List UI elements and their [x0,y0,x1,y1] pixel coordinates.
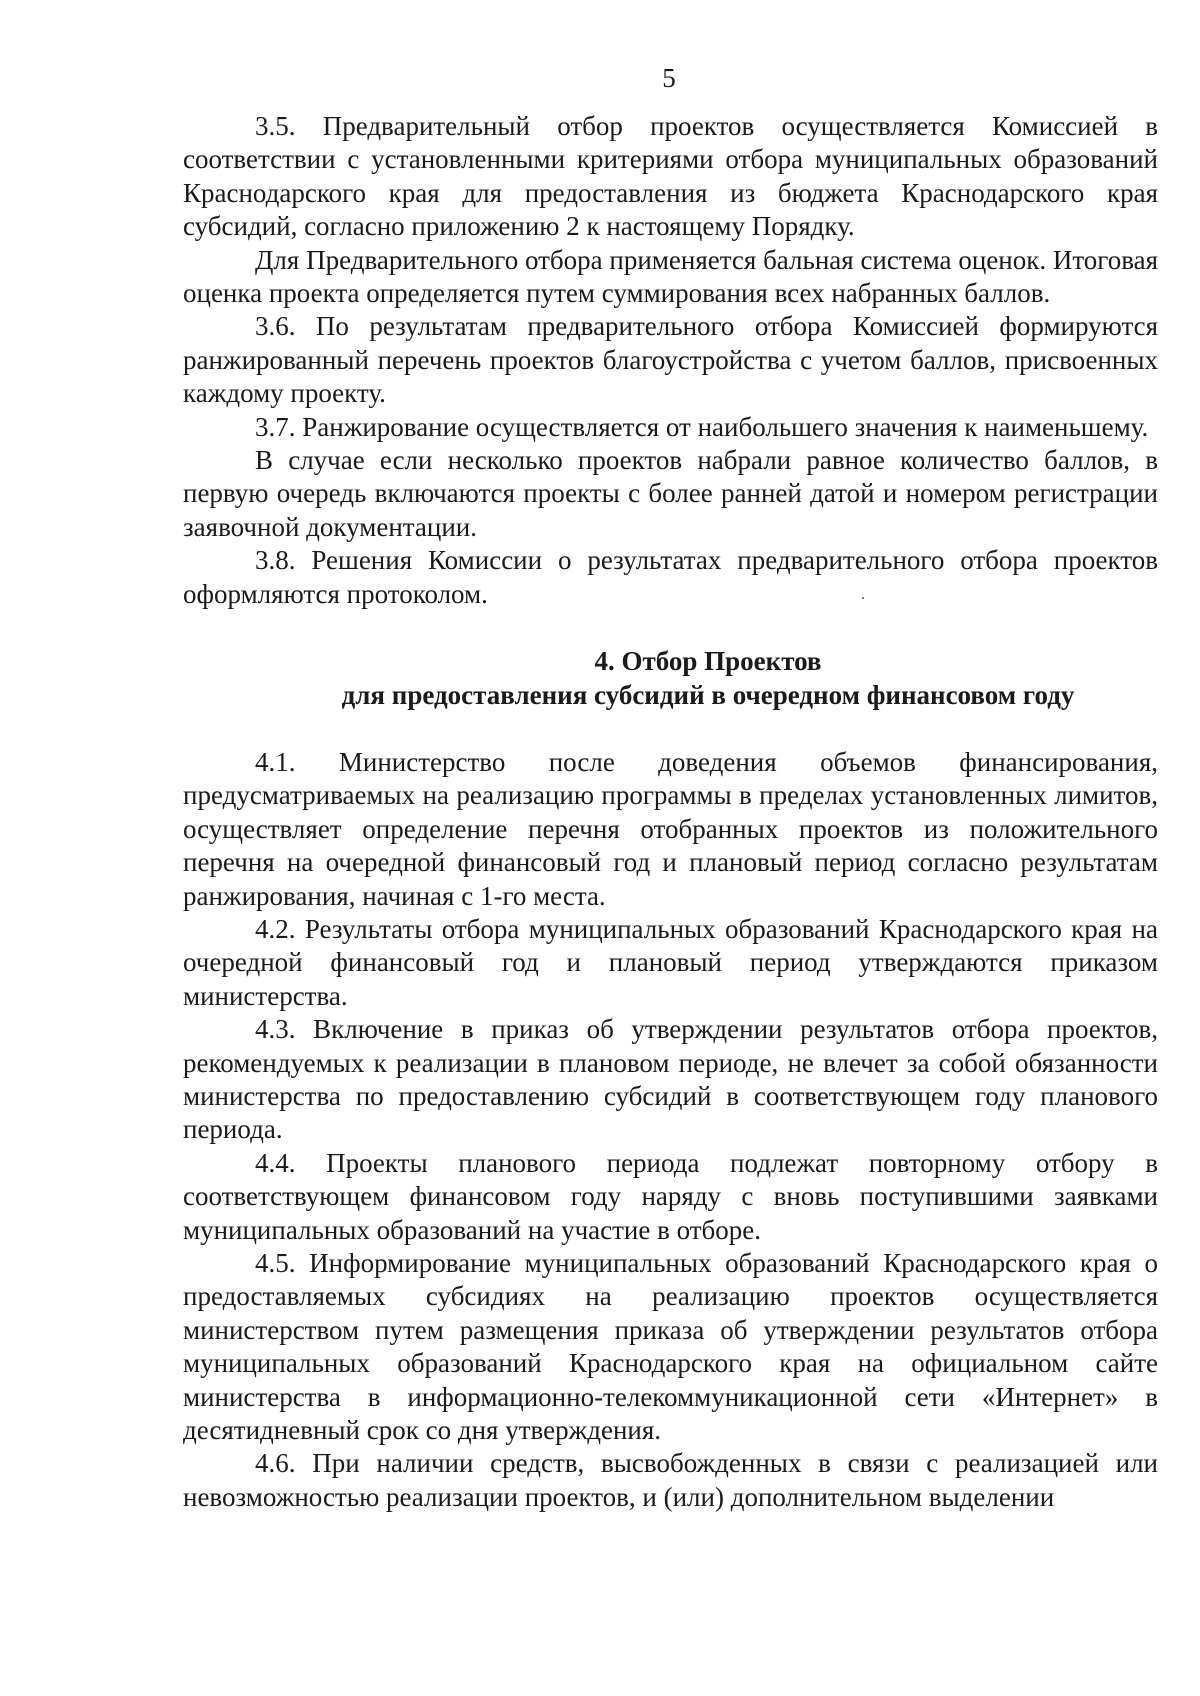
paragraph-4-1: 4.1. Министерство после доведения объемов финансирования, предусматриваемых на реализацию программы в пределах установленных лимитов, осуществляет определение перечня отобранных проектов из положительного перечня на очередной финансовый год и плановый период согласно результатам ранжирования, начиная с 1-го места. [183,746,1158,911]
paragraph-3-7: 3.7. Ранжирование осуществляется от наибольшего значения к наименьшему. [255,411,1149,442]
paragraph-3-6: 3.6. По результатам предварительного отбора Комиссией формируются ранжированный перечень проектов благоустройства с учетом баллов, присвоенных каждому проекту. [183,311,1158,409]
section-4-heading-subtitle: для предоставления субсидий в очередном финансовом году [341,679,1075,710]
paragraph-equal-scores: В случае если несколько проектов набрали равное количество баллов, в первую очередь включаются проекты с более ранней датой и номером регистрации заявочной документации. [183,445,1158,542]
page-number: 5 [662,63,676,93]
paragraph-3-8: 3.8. Решения Комиссии о результатах предварительного отбора проектов оформляются протоколом. [183,545,1158,609]
paragraph-3-5: 3.5. Предварительный отбор проектов осуществляется Комиссией в соответствии с установленными критериями отбора муниципальных образований Краснодарского края для предоставления из бюджета Краснодарского края субсидий, согласно приложению 2 к настоящему Порядку. [183,111,1158,242]
paragraph-4-6: 4.6. При наличии средств, высвобожденных в связи с реализацией или невозможностью реализации проектов, и (или) дополнительном выделении [183,1448,1158,1512]
paragraph-4-3: 4.3. Включение в приказ об утверждении результатов отбора проектов, рекомендуемых к реализации в плановом периоде, не влечет за собой обязанности министерства по предоставлению субсидий в соответствующем году планового периода. [183,1014,1158,1145]
paragraph-4-5: 4.5. Информирование муниципальных образований Краснодарского края о предоставляемых субсидиях на реализацию проектов осуществляется министерством путем размещения приказа об утверждении результатов отбора муниципальных образований Краснодарского края на официальном сайте министерства в информационно-телекоммуникационной сети «Интернет» в десятидневный срок со дня утверждения. [183,1248,1158,1446]
paragraph-4-2: 4.2. Результаты отбора муниципальных образований Краснодарского края на очередной финансовый год и плановый период утверждаются приказом министерства. [183,913,1158,1011]
document-body [183,110,1158,1514]
scan-speck [862,597,864,599]
paragraph-4-4: 4.4. Проекты планового периода подлежат повторному отбору в соответствующем финансовом году наряду с вновь поступившими заявками муниципальных образований на участие в отборе. [183,1147,1158,1245]
paragraph-scoring-system: Для Предварительного отбора применяется бальная система оценок. Итоговая оценка проекта определяется путем суммирования всех набранных баллов. [183,244,1158,309]
section-4-heading-title: 4. Отбор Проектов [594,646,822,677]
